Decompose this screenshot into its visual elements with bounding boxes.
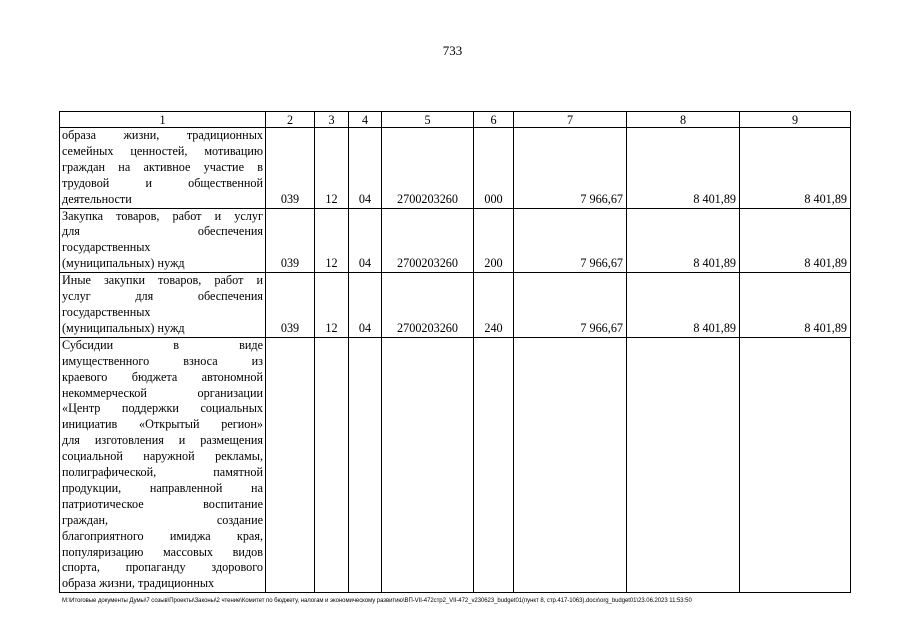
cell-amount-col8 <box>627 337 740 593</box>
file-path-footer: M:\Итоговые документы Думы\7 созыв\Проекты\Законы\2 чтение\Комитет по бюджету, налогам и экономическому развитию\ВП-VII-472стр2_VII-472_v230623_budget01(пункт 8, стр.417-1063).docx\org_budget01\23.06.2023 11:53:50 <box>62 598 692 604</box>
row-description <box>60 273 266 338</box>
description-line: Субсидии в виде <box>62 337 263 352</box>
description-line: социальной наружной рекламы, <box>62 449 263 464</box>
description-line: для изготовления и размещения <box>62 433 263 448</box>
cell-expense-type: 000 <box>474 128 514 209</box>
row-description <box>60 128 266 209</box>
description-line: государственных <box>62 240 151 255</box>
description-line: патриотическое воспитание <box>62 496 263 511</box>
column-header: 3 <box>315 112 349 128</box>
table-row <box>60 208 851 273</box>
budget-table <box>59 111 851 593</box>
cell-amount-col7: 7 966,67 <box>514 128 627 209</box>
description-line: краевого бюджета автономной <box>62 369 263 384</box>
cell-grbs <box>266 337 315 593</box>
description-line: (муниципальных) нужд <box>62 256 185 271</box>
description-line: «Центр поддержки социальных <box>62 401 263 416</box>
cell-target-article: 2700203260 <box>382 208 474 273</box>
description-line: полиграфической, памятной <box>62 465 263 480</box>
column-header: 2 <box>266 112 315 128</box>
cell-expense-type <box>474 337 514 593</box>
description-line: для обеспечения <box>62 224 263 239</box>
description-line: популяризацию массовых видов <box>62 544 263 559</box>
description-line: продукции, направленной на <box>62 480 263 495</box>
cell-amount-col9: 8 401,89 <box>740 208 851 273</box>
cell-subsection: 04 <box>349 273 382 338</box>
description-line: услуг для обеспечения <box>62 289 263 304</box>
description-line: Закупка товаров, работ и услуг <box>62 208 263 223</box>
cell-expense-type: 200 <box>474 208 514 273</box>
cell-amount-col7 <box>514 337 627 593</box>
cell-amount-col8: 8 401,89 <box>627 273 740 338</box>
table-row <box>60 273 851 338</box>
cell-section: 12 <box>315 128 349 209</box>
description-line: образа жизни, традиционных <box>62 576 215 591</box>
description-line: спорта, пропаганду здорового <box>62 560 263 575</box>
page-number: 733 <box>442 43 463 58</box>
cell-expense-type: 240 <box>474 273 514 338</box>
cell-grbs: 039 <box>266 273 315 338</box>
cell-target-article: 2700203260 <box>382 273 474 338</box>
cell-amount-col9 <box>740 337 851 593</box>
cell-amount-col7: 7 966,67 <box>514 208 627 273</box>
cell-grbs: 039 <box>266 208 315 273</box>
description-line: инициатив «Открытый регион» <box>62 417 263 432</box>
description-line: (муниципальных) нужд <box>62 320 185 335</box>
cell-section <box>315 337 349 593</box>
table-header-row <box>60 112 851 128</box>
cell-section: 12 <box>315 208 349 273</box>
cell-target-article: 2700203260 <box>382 128 474 209</box>
cell-grbs: 039 <box>266 128 315 209</box>
column-header: 4 <box>349 112 382 128</box>
cell-amount-col9: 8 401,89 <box>740 273 851 338</box>
row-description <box>60 208 266 273</box>
description-line: образа жизни, традиционных <box>62 128 263 142</box>
description-line: имущественного взноса из <box>62 353 263 368</box>
description-line: государственных <box>62 304 151 319</box>
description-line: граждан на активное участие в <box>62 159 263 174</box>
description-line: некоммерческой организации <box>62 385 263 400</box>
cell-amount-col9: 8 401,89 <box>740 128 851 209</box>
column-header: 1 <box>60 112 266 128</box>
description-line: благоприятного имиджа края, <box>62 528 263 543</box>
cell-amount-col7: 7 966,67 <box>514 273 627 338</box>
description-line: семейных ценностей, мотивацию <box>62 143 263 158</box>
cell-section: 12 <box>315 273 349 338</box>
column-header: 7 <box>514 112 627 128</box>
description-line: граждан, создание <box>62 512 263 527</box>
description-line: деятельности <box>62 191 132 206</box>
cell-amount-col8: 8 401,89 <box>627 128 740 209</box>
column-header: 5 <box>382 112 474 128</box>
cell-subsection <box>349 337 382 593</box>
cell-subsection: 04 <box>349 128 382 209</box>
row-description <box>60 337 266 593</box>
column-header: 9 <box>740 112 851 128</box>
description-line: Иные закупки товаров, работ и <box>62 273 263 288</box>
cell-target-article <box>382 337 474 593</box>
cell-subsection: 04 <box>349 208 382 273</box>
column-header: 6 <box>474 112 514 128</box>
table-row <box>60 337 851 593</box>
description-line: трудовой и общественной <box>62 175 263 190</box>
cell-amount-col8: 8 401,89 <box>627 208 740 273</box>
column-header: 8 <box>627 112 740 128</box>
table-row <box>60 128 851 209</box>
